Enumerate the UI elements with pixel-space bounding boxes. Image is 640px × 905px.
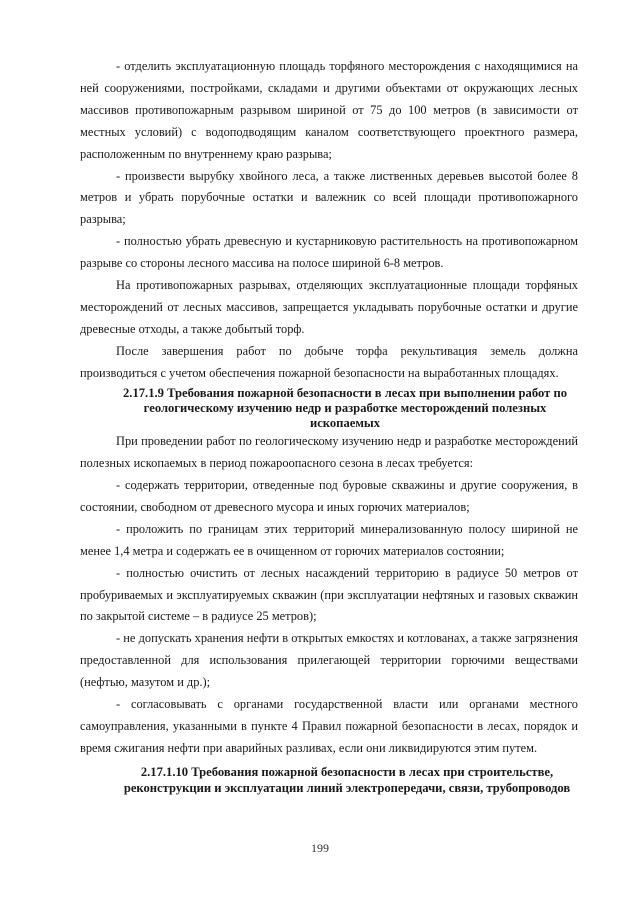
section-heading-2-17-1-10: 2.17.1.10 Требования пожарной безопасности в лесах при строительстве, реконструкции и эксплуатации линий электропередачи, связи, трубопроводов [123,764,571,795]
paragraph-wells-clearing: - полностью очистить от лесных насаждений территорию в радиусе 50 метров от пробуриваемых и эксплуатируемых скважин (при эксплуатации нефтяных и газовых скважин по закрытой системе – в радиусе 25 метров); [80,565,578,624]
paragraph-firebreak-prohibition: На противопожарных разрывах, отделяющих эксплуатационные площади торфяных месторождений от лесных массивов, запрещается укладывать порубочные остатки и другие древесные отходы, а также добытый торф. [80,278,578,336]
page-number: 199 [311,841,329,855]
paragraph-geology-intro: При проведении работ по геологическому изучению недр и разработке месторождений полезных ископаемых в период пожароопасного сезона в лесах требуется: [80,434,578,471]
paragraph-vegetation-removal: - полностью убрать древесную и кустарниковую растительность на противопожарном разрыве со стороны лесного массива на полосе шириной 6-8 метров. [80,234,578,271]
paragraph-territory: - содержать территории, отведенные под буровые скважины и другие сооружения, в состоянии, свободном от древесного мусора и иных горючих материалов; [80,478,578,514]
paragraph-recultivation: После завершения работ по добыче торфа рекультивация земель должна производиться с учетом обеспечения пожарной безопасности на выработанных площадях. [80,343,578,380]
paragraph-firebreak: - отделить эксплуатационную площадь торфяного месторождения с находящимися на ней сооружениями, постройками, складами и другими объектами от окружающих лесных массивов противопожарным разрывом шириной от 75 до 100 метров (в зависимости от местных условий) с водоподводящим каналом соответствующего проектного размера, расположенным по внутреннему краю разрыва; [80,59,578,161]
section-heading-2-17-1-9: 2.17.1.9 Требования пожарной безопасности в лесах при выполнении работ по геологическому изучению недр и разработке месторождений полезных ископаемых [123,385,567,430]
document-page [80,56,578,796]
paragraph-oil-storage: - не допускать хранения нефти в открытых емкостях и котлованах, а также загрязнения предоставленной для использования прилегающей территории горючими веществами (нефтью, мазутом и др.); [80,631,578,690]
paragraph-mineral-strip: - проложить по границам этих территорий минерализованную полосу шириной не менее 1,4 метра и содержать ее в очищенном от горючих материалов состоянии; [80,521,578,558]
paragraph-oil-burning: - согласовывать с органами государственной власти или органами местного самоуправления, указанными в пункте 4 Правил пожарной безопасности в лесах, порядок и время сжигания нефти при аварийных разливах, если они ликвидируются этим путем. [80,697,578,755]
paragraph-cutting: - произвести вырубку хвойного леса, а также лиственных деревьев высотой более 8 метров и убрать порубочные остатки и валежник со всей площади противопожарного разрыва; [80,168,578,227]
